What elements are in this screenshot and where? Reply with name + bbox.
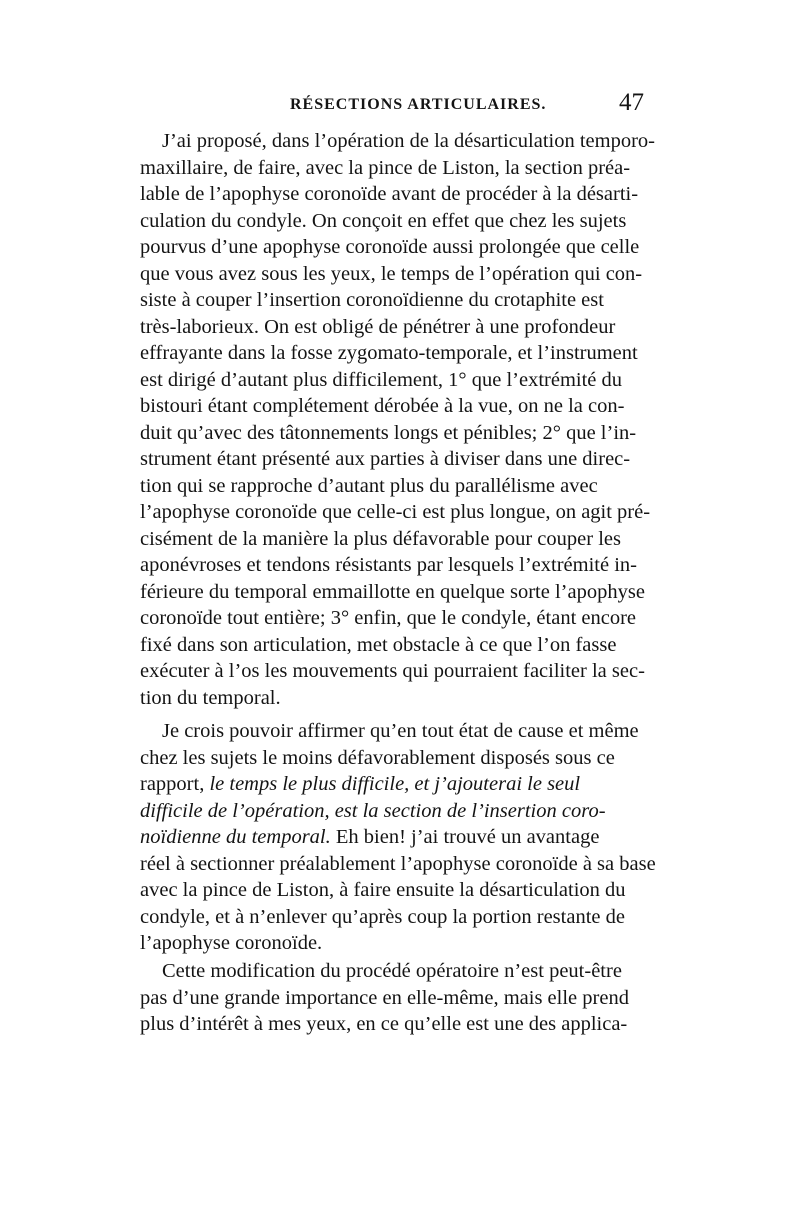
text-line: fixé dans son articulation, met obstacle à ce que l’on fasse [140,633,617,656]
paragraph-1 [140,128,655,711]
paragraph-2 [140,718,656,957]
text-line: Je crois pouvoir affirmer qu’en tout état de cause et même [162,720,639,742]
text-line: cisément de la manière la plus défavorable pour couper les [140,527,621,550]
italic-line: difficile de l’opération, est la section de l’insertion coro- [140,799,606,822]
text-line: chez les sujets le moins défavorablement disposés sous ce [140,746,615,769]
text-line: très-laborieux. On est obligé de pénétrer à une profondeur [140,315,616,338]
text-line: Cette modification du procédé opératoire n’est peut-être [162,960,622,982]
text-line: réel à sectionner préalablement l’apophyse coronoïde à sa base [140,852,656,875]
text-line [140,771,656,798]
text-line: avec la pince de Liston, à faire ensuite la désarticulation du [140,879,626,901]
text-line: culation du condyle. On conçoit en effet que chez les sujets [140,209,627,232]
text-line: lable de l’apophyse coronoïde avant de procéder à la désarti- [140,183,639,205]
text-line: siste à couper l’insertion coronoïdienne du crotaphite est [140,289,604,311]
text-line: effrayante dans la fosse zygomato-temporale, et l’instrument [140,342,638,364]
text-line: condyle, et à n’enlever qu’après coup la portion restante de [140,905,625,928]
text-line: duit qu’avec des tâtonnements longs et pénibles; 2° que l’in- [140,421,637,444]
text-line: tion qui se rapproche d’autant plus du parallélisme avec [140,474,598,497]
text-line: est dirigé d’autant plus difficilement, 1° que l’extrémité du [140,368,623,391]
text-line: l’apophyse coronoïde que celle-ci est plus longue, on agit pré- [140,501,651,523]
text-line: pourvus d’une apophyse coronoïde aussi prolongée que celle [140,236,640,258]
text-line: coronoïde tout entière; 3° enfin, que le condyle, étant encore [140,607,637,629]
italic-text: le temps le plus difficile, et j’ajouterai le seul [209,773,581,795]
text-line: que vous avez sous les yeux, le temps de l’opération qui con- [140,262,643,285]
paragraph-3 [140,958,629,1038]
text-line [140,824,656,851]
running-head: RÉSECTIONS ARTICULAIRES. [290,96,547,113]
text-line: tion du temporal. [140,686,281,709]
text-line: maxillaire, de faire, avec la pince de Liston, la section préa- [140,156,631,179]
text-run: Eh bien! j’ai trouvé un avantage [330,826,600,848]
text-run: rapport, [140,773,210,795]
text-line: férieure du temporal emmaillotte en quelque sorte l’apophyse [140,580,645,603]
text-line: aponévroses et tendons résistants par lesquels l’extrémité in- [140,554,637,576]
text-line: l’apophyse coronoïde. [140,932,323,954]
text-line: exécuter à l’os les mouvements qui pourraient faciliter la sec- [140,660,645,682]
text-line: pas d’une grande importance en elle-même, mais elle prend [140,986,629,1009]
text-line: bistouri étant complétement dérobée à la vue, on ne la con- [140,395,625,417]
text-line: J’ai proposé, dans l’opération de la désarticulation temporo- [162,130,655,152]
page-number: 47 [619,89,644,116]
text-line: strument étant présenté aux parties à diviser dans une direc- [140,448,631,470]
italic-text: noïdienne du temporal. [140,826,331,848]
text-line: plus d’intérêt à mes yeux, en ce qu’elle est une des applica- [140,1013,628,1035]
